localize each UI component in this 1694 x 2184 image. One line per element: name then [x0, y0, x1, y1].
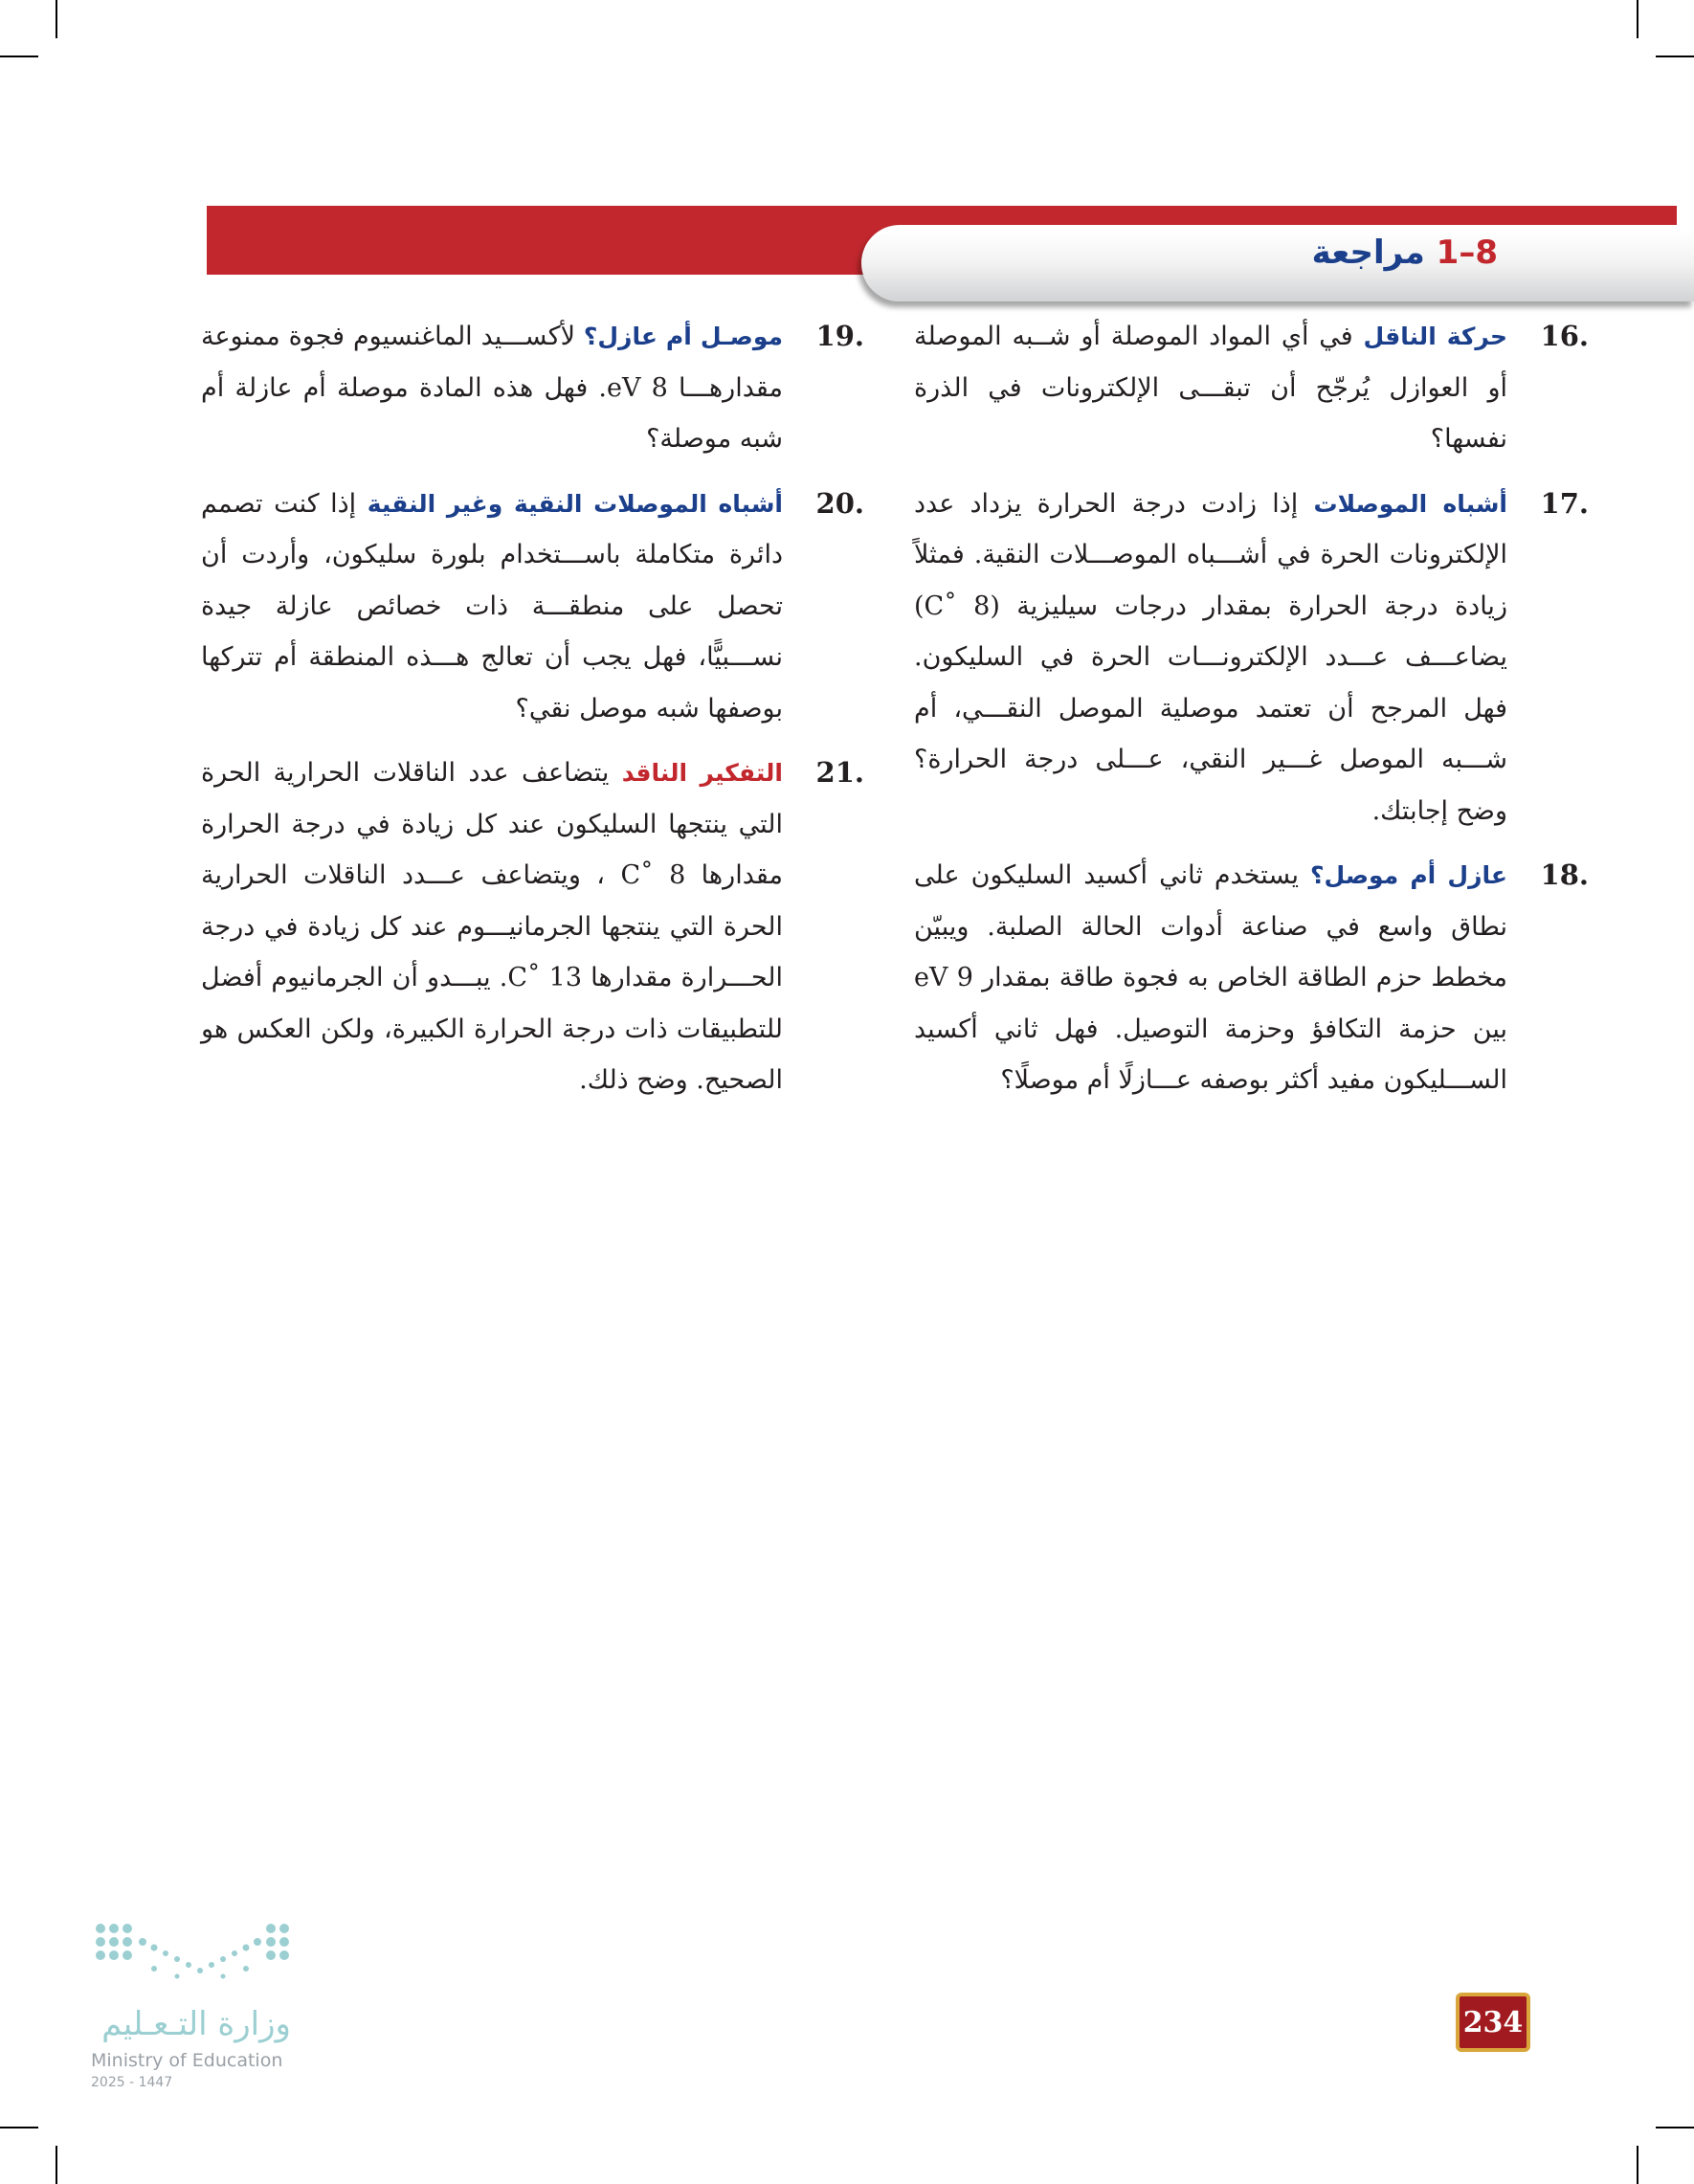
question-text [914, 479, 1507, 837]
question-number: 21. [815, 756, 864, 789]
question-text [201, 311, 783, 465]
question-20 [201, 479, 864, 735]
crop-mark [1656, 2127, 1694, 2128]
question-19 [201, 311, 864, 465]
ministry-dots-icon [91, 1919, 301, 2000]
question-body: إذا كنت تصمم دائرة متكاملة باســـتخدام بلورة سليكون، وأردت أن تحصل على منطقـــة ذات خصائص عازلة جيدة نســـبيًّا، فهل يجب أن تعالج هـــذه المنطقة أم تتركها بوصفها شبه موصل نقي؟ [201, 488, 783, 724]
question-16 [914, 311, 1589, 465]
question-number: 17. [1540, 486, 1589, 520]
question-number: 20. [815, 486, 864, 520]
question-body: يستخدم ثاني أكسيد السليكون على نطاق واسع في صناعة أدوات الحالة الصلبة. ويبيّن مخطط حزم الطاقة الخاص به فجوة طاقة بمقدار 9 eV بين حزمة التكافؤ وحزمة التوصيل. فهل ثاني أكسيد الســـليكون مفيد أكثر بوصفه عـــازلًا أم موصلًا؟ [914, 860, 1507, 1095]
crop-mark [1656, 56, 1694, 57]
question-keyword: عازل أم موصل؟ [1310, 861, 1507, 889]
question-number: 18. [1540, 858, 1589, 891]
ministry-name-ar: وزارة التـعـليم [101, 2005, 291, 2043]
question-number: 19. [815, 320, 864, 352]
question-body: في أي المواد الموصلة أو شــبه الموصلة أو العوازل يُرجّح أن تبقـــى الإلكترونات في الذرة نفسها؟ [914, 322, 1507, 454]
page-number: 234 [1456, 1993, 1530, 2052]
question-keyword: أشباه الموصلات [1313, 489, 1507, 518]
section-number: 1–8 [1436, 234, 1498, 272]
question-body: يتضاعف عدد الناقلات الحرارية الحرة التي ينتجها السليكون عند كل زيادة في درجة الحرارة مقدارها 8 ˚C ، ويتضاعف عـــدد الناقلات الحرارية الحرة التي ينتجها الجرمانيـــوم عند كل زيادة في درجة الحـــرارة مقدارها 13 ˚C. يبـــدو أن الجرمانيوم أفضل للتطبيقات ذات درجة الحرارة الكبيرة، ولكن العكس هو الصحيح. وضح ذلك. [201, 758, 784, 1095]
ministry-name-en: Ministry of Education [91, 2050, 283, 2071]
question-keyword: التفكير الناقد [621, 759, 783, 787]
crop-mark [56, 2146, 57, 2184]
crop-mark [1637, 2146, 1638, 2184]
question-keyword: حركة الناقل [1363, 323, 1507, 350]
section-title [1312, 234, 1498, 272]
question-keyword: أشباه الموصلات النقية وغير النقية [367, 489, 783, 518]
question-18 [914, 850, 1589, 1106]
section-label: مراجعة [1311, 234, 1425, 272]
crop-mark [0, 2127, 38, 2128]
crop-mark [56, 0, 57, 38]
question-text [201, 747, 783, 1106]
column-left [201, 311, 864, 1120]
question-text [914, 311, 1507, 465]
crop-mark [0, 56, 38, 57]
question-17 [914, 479, 1589, 837]
question-number: 16. [1540, 320, 1589, 352]
section-title-tab [861, 225, 1694, 301]
ministry-year: 2025 - 1447 [91, 2075, 173, 2090]
ministry-logo [91, 1919, 311, 2091]
question-text [914, 850, 1507, 1106]
question-body: إذا زادت درجة الحرارة يزداد عدد الإلكترونات الحرة في أشـــباه الموصـــلات النقية. فمثلاً زيادة درجة الحرارة بمقدار درجات سيليزية (8 ˚C) يضاعـــف عـــدد الإلكترونـــات الحرة في السليكون. فهل المرجح أن تعتمد موصلية الموصل النقـــي، أم شـــبه الموصل غـــير النقي، عـــلى درجة الحرارة؟ وضح إجابتك. [914, 488, 1507, 826]
question-keyword: موصـل أم عازل؟ [583, 323, 783, 350]
question-21 [201, 747, 864, 1106]
column-right [914, 311, 1589, 1120]
question-body: لأكســـيد الماغنسيوم فجوة ممنوعة مقدارهـــا 8 eV. فهل هذه المادة موصلة أم عازلة أم شبه موصلة؟ [201, 322, 783, 454]
crop-mark [1637, 0, 1638, 38]
question-text [201, 479, 783, 735]
